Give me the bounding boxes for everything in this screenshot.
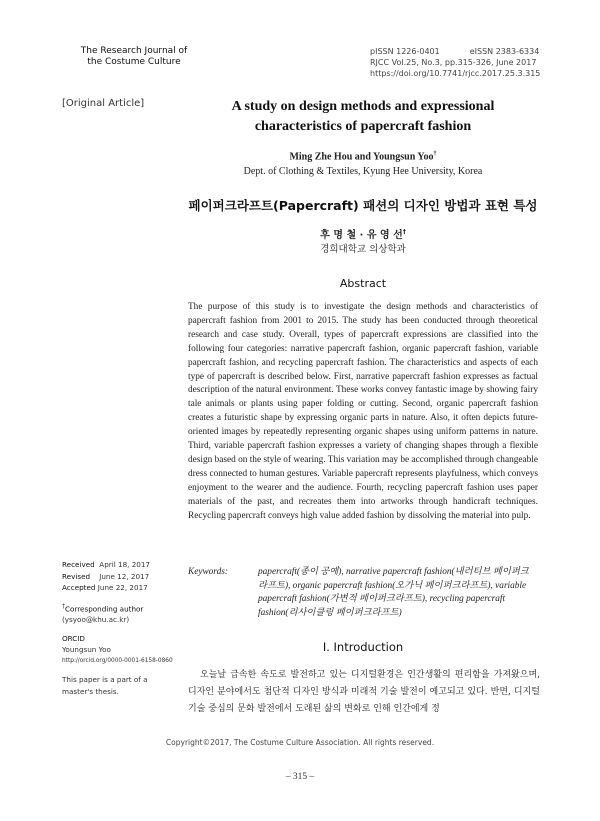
copyright-notice: Copyright©2017, The Costume Culture Association. All rights reserved.	[165, 738, 435, 747]
title-english-line1: A study on design methods and expressional	[231, 99, 495, 114]
authors-korean	[188, 226, 538, 241]
abstract-body: The purpose of this study is to investigate the design methods and characteristics of papercraft fashion from 2001 to 2015. The study has been conducted through theoretical research and case study. Overall, types of papercraft expressions are classified into the following four categories: narrative papercraft fashion, organic papercraft fashion, variable papercraft fashion, and recycling papercraft fashion. The characteristics and aspects of each type of papercraft is described below. First, narrative papercraft fashion expresses as factual description of the natural environment. These works convey fantastic image by showing fairy tale animals or plants using paper folding or cutting. Second, organic papercraft fashion creates a futuristic shape by expressing organic parts in nature. Also, it often depicts future-oriented images by repeatedly representing organic shapes using uniform patterns in nature. Third, variable papercraft fashion expresses a variety of changing shapes through a flexible design based on the style of wearing. This variation may be accomplished through changeable dress connected to human gestures. Variable papercraft represents playfulness, which conveys enjoyment to the wearer and the audience. Fourth, recycling papercraft fashion uses paper materials of the past, and recreates them into artworks through handicraft techniques. Recycling papercraft conveys high value added fashion by dissolving the material into pulp.	[188, 302, 538, 521]
title-english-line2: characteristics of papercraft fashion	[254, 119, 472, 134]
accepted-row	[62, 582, 174, 594]
introduction-paragraph: 오늘날 급속한 속도로 발전하고 있는 디지털환경은 인간생활의 편리함을 가져왔으며, 디자인 분야에서도 첨단적 디자인 방식과 미래적 기술 발전이 예고되고 있다. 반면, 디지털 기술 중심의 문화 발전에서 도래된 삶의 변화로 인해 인간에게 정	[188, 670, 540, 714]
thesis-note: This paper is a part of a master's thesis.	[62, 675, 148, 696]
authors-english-names: Ming Zhe Hou and Youngsun Yoo	[289, 151, 434, 163]
corresponding-mark-korean: †	[402, 228, 406, 236]
revised-label: Revised	[62, 571, 91, 581]
orcid-link[interactable]: http://orcid.org/0000-0001-6158-0860	[62, 657, 173, 664]
eissn: eISSN 2383-6334	[469, 47, 540, 56]
affiliation-korean: 경희대학교 의상학과	[320, 244, 406, 255]
article-sidebar	[62, 559, 174, 697]
corresponding-mark: †	[433, 151, 437, 157]
issn-row	[370, 46, 570, 57]
title-korean: 페이퍼크라프트(Papercraft) 패션의 디자인 방법과 표현 특성	[188, 198, 538, 213]
pissn: pISSN 1226-0401	[370, 47, 440, 56]
article-type: [Original Article]	[62, 98, 145, 109]
page-number: – 315 –	[285, 772, 315, 782]
received-row	[62, 559, 174, 571]
introduction-heading: I. Introduction	[322, 640, 404, 654]
journal-name	[64, 46, 204, 68]
keywords-text: papercraft(종이 공예), narrative papercraft fashion(내러티브 페이퍼크라프트), organic papercraft fashion(오가닉 페이퍼크라프트), variable papercraft fashion(가변적 페이퍼크라프트), recycling papercraft fashion(리사이클링 페이퍼크라프트)	[258, 567, 529, 618]
received-date: April 18, 2017	[99, 560, 151, 569]
keywords-label: Keywords:	[188, 567, 228, 577]
authors-english	[188, 151, 538, 162]
doi-link[interactable]: https://doi.org/10.7741/rjcc.2017.25.3.315	[370, 69, 541, 78]
corresponding-author	[62, 601, 174, 626]
orcid-name: Youngsun Yoo	[62, 645, 111, 655]
journal-name-line1: The Research Journal of	[80, 46, 188, 56]
accepted-date: June 22, 2017	[97, 583, 148, 592]
corresponding-author-mark: †	[62, 602, 65, 610]
orcid-label: ORCID	[62, 633, 85, 643]
corresponding-author-label: Corresponding author	[65, 603, 144, 613]
volume-info: RJCC Vol.25, No.3, pp.315-326, June 2017	[370, 58, 537, 67]
journal-meta	[370, 46, 570, 79]
orcid-block	[62, 633, 174, 668]
title-english	[188, 97, 538, 137]
corresponding-email[interactable]: (ysyoo@khu.ac.kr)	[62, 615, 130, 625]
abstract-heading: Abstract	[339, 277, 387, 290]
journal-name-line2: the Costume Culture	[87, 57, 181, 67]
keywords	[188, 566, 540, 620]
introduction-body	[188, 667, 540, 718]
received-label: Received	[62, 560, 95, 569]
revised-row	[62, 571, 174, 583]
revised-date: June 12, 2017	[99, 571, 150, 581]
accepted-label: Accepted	[62, 583, 96, 592]
authors-korean-names: 후 명 철 · 유 영 선	[320, 230, 403, 241]
affiliation-english: Dept. of Clothing & Textiles, Kyung Hee University, Korea	[243, 166, 483, 177]
